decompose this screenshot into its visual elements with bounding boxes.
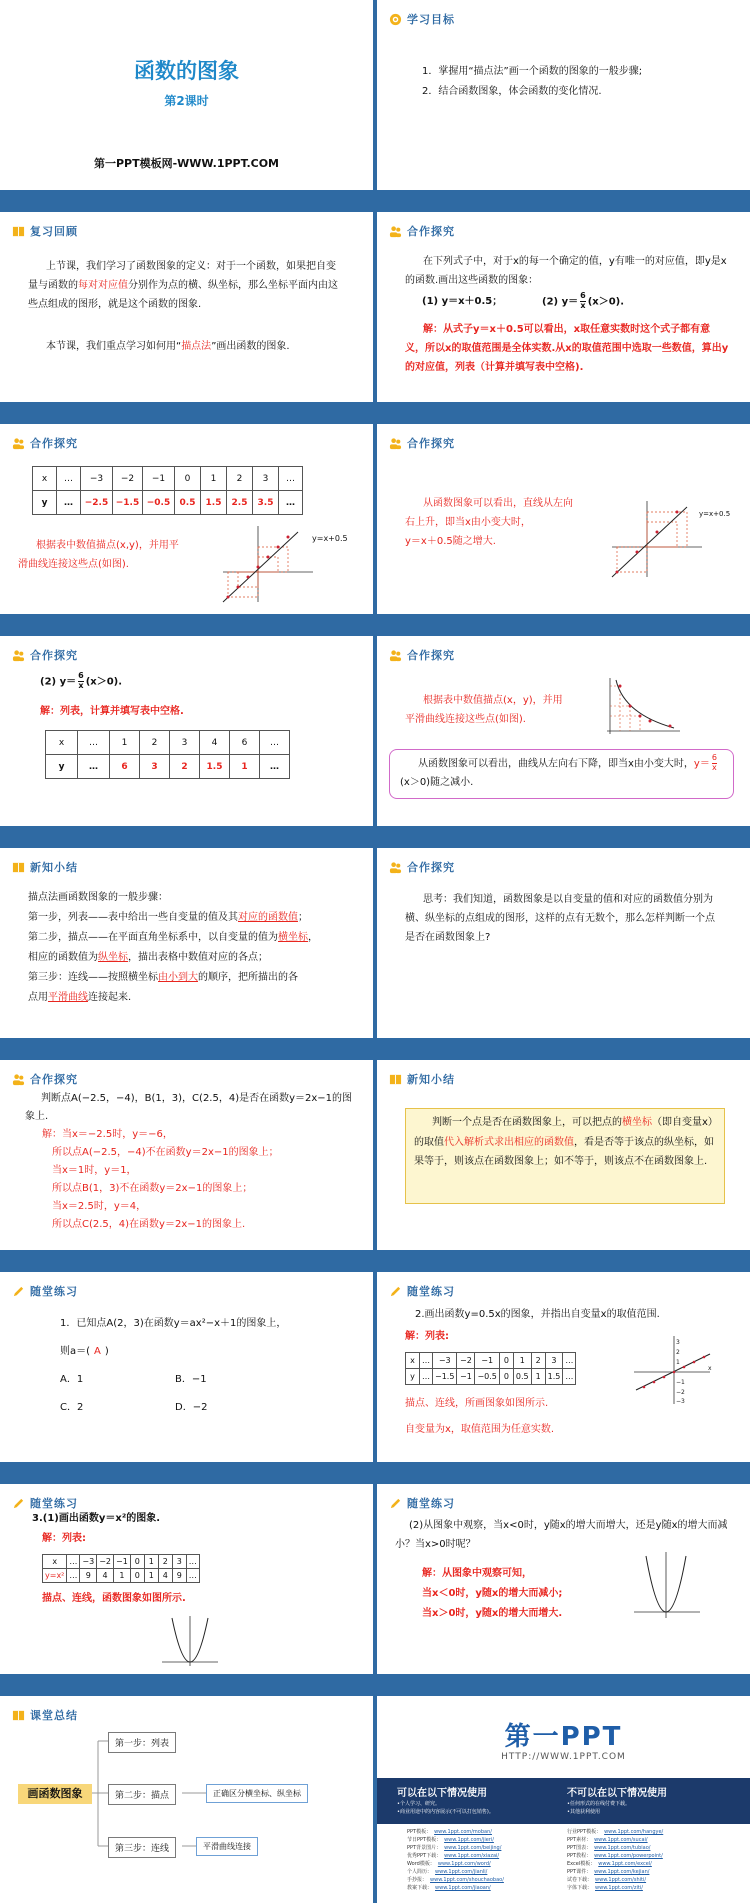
option-c: C．2 (60, 1402, 84, 1413)
link-row (407, 1828, 504, 1836)
people-icon (389, 649, 402, 662)
pencil-icon (389, 1285, 402, 1298)
table-row: y … −1.5 −1 −0.5 0 0.5 1 1.5 … (406, 1369, 576, 1385)
option-b: B．−1 (175, 1374, 207, 1385)
link-label: Excel模板： (567, 1861, 596, 1867)
link-row (567, 1876, 663, 1884)
link-row (567, 1852, 663, 1860)
link-label: PPT素材： (567, 1837, 592, 1843)
svg-text:1: 1 (676, 1359, 680, 1366)
target-icon (389, 13, 402, 26)
slide-bar (0, 826, 373, 834)
mindmap-leaf-3: 平滑曲线连接 (196, 1837, 258, 1856)
slide-header: 新知小结 (12, 859, 78, 875)
forbidden-line: •任何形式的在线付费下载。 (567, 1801, 630, 1807)
conclusion-box: 从函数图象可以看出，曲线从左向右下降，即当x由小变大时，y＝ $\frac{6}{x}$ (x＞0)随之减小. (389, 749, 734, 799)
people-icon (389, 225, 402, 238)
slide-12-summary (377, 1060, 750, 1258)
link-url[interactable]: www.1ppt.com/word/ (437, 1861, 491, 1867)
slide-9-summary (0, 848, 373, 1046)
mindmap-leaf-2: 正确区分横坐标、纵坐标 (206, 1784, 308, 1803)
slide-header: 合作探究 (389, 647, 455, 663)
slide-2-objectives (377, 0, 750, 198)
solution-line: 所以点A(−2.5，−4)不在函数y＝2x−1的图象上； (52, 1147, 279, 1158)
link-row (567, 1836, 663, 1844)
value-table (32, 466, 303, 515)
link-row (407, 1868, 504, 1876)
mindmap-step-2: 第二步：描点 (108, 1784, 176, 1805)
table-row: x … −3 −2 −1 0 1 2 3 … (43, 1555, 200, 1569)
exercise-question: 2.画出函数y=0.5x的图象，并指出自变量x的取值范围. (415, 1309, 660, 1320)
pencil-icon (12, 1285, 25, 1298)
book-icon (12, 861, 25, 874)
link-url[interactable]: www.1ppt.com/powerpoint/ (594, 1853, 663, 1859)
steps-intro: 描点法画函数图象的一般步骤： (28, 892, 168, 903)
link-url[interactable]: www.1ppt.com/sucai/ (594, 1837, 648, 1843)
usage-panel (377, 1778, 750, 1824)
link-url[interactable]: www.1ppt.com/hangye/ (604, 1829, 664, 1835)
table-row: x … −3 −2 −1 0 1 2 3 … (406, 1353, 576, 1369)
link-label: 手抄报： (407, 1877, 428, 1883)
link-row (567, 1868, 663, 1876)
slide-3-review (0, 212, 373, 410)
link-row (407, 1884, 504, 1892)
range-note: 自变量为x，取值范围为任意实数. (405, 1424, 555, 1435)
slide-bar (377, 1674, 750, 1682)
slide-bar (0, 1250, 373, 1258)
slide-header: 合作探究 (389, 223, 455, 239)
book-icon (12, 225, 25, 238)
link-label: PPT模板： (407, 1829, 432, 1835)
slide-header: 合作探究 (12, 647, 78, 663)
slide-header: 课堂总结 (12, 1707, 78, 1723)
slide-7-table (0, 636, 373, 834)
link-row (407, 1876, 504, 1884)
link-label: PPT背景图片： (407, 1845, 442, 1851)
link-url[interactable]: www.1ppt.com/shiti/ (595, 1877, 647, 1883)
svg-text:−3: −3 (676, 1398, 685, 1405)
slide-bar (0, 402, 373, 410)
curve-graph (602, 676, 682, 736)
solution-text: 解：从式子y＝x＋0.5可以看出，x取任意实数时这个式子都有意义，所以x的取值范围是全体实数.从x的取值范围中选取一些数值，算出y的对应值，列表（计算并填写表中空格). (405, 324, 729, 373)
link-label: PPT图表： (567, 1845, 592, 1851)
link-row (567, 1844, 663, 1852)
line-graph (218, 524, 318, 604)
solution-line: 当x＞0时，y随x的增大而增大. (422, 1608, 563, 1619)
slide-10-think (377, 848, 750, 1046)
brand-logo: 第一PPT (504, 1722, 623, 1752)
parabola-graph (632, 1550, 702, 1620)
slide-bar (377, 1462, 750, 1470)
slide-header: 随堂练习 (389, 1283, 455, 1299)
exercise-question: (2)从图象中观察，当x<0时，y随x的增大而增大，还是y随x的增大而减小？当x>0时呢？ (395, 1520, 728, 1550)
people-icon (12, 1073, 25, 1086)
link-list-left (407, 1828, 504, 1892)
slide-title: 函数的图象 (134, 59, 239, 83)
solution-label: 解：列表: (405, 1331, 449, 1342)
solution-line: 当x＜0时，y随x的增大而减小; (422, 1588, 563, 1599)
observation-conclusion: y＝x＋0.5随之增大. (405, 536, 496, 547)
slide-bar (377, 614, 750, 622)
svg-text:2: 2 (676, 1349, 680, 1356)
formula: (2) y＝ $\frac{6}{x}$ (x＞0). (40, 671, 123, 690)
site-label: 第一PPT模板网-WWW.1PPT.COM (93, 157, 280, 170)
slide-header: 随堂练习 (12, 1495, 78, 1511)
exercise-answer: 则a＝( A ) (60, 1346, 109, 1357)
slide-15-exercise (0, 1484, 373, 1682)
link-row (567, 1828, 663, 1836)
formula-2: (2) y＝ $\frac{6}{x}$ (x＞0). (542, 291, 625, 310)
people-icon (389, 861, 402, 874)
link-row (407, 1844, 504, 1852)
slide-bar (0, 1038, 373, 1046)
svg-text:3: 3 (676, 1339, 680, 1346)
table-row: y … 6 3 2 1.5 1 … (46, 755, 290, 779)
slide-4-explore (377, 212, 750, 410)
link-url[interactable]: www.1ppt.com/ziti/ (595, 1885, 643, 1891)
solution-line: 当x＝2.5时，y＝4， (52, 1201, 147, 1212)
link-url[interactable]: www.1ppt.com/excel/ (598, 1861, 652, 1867)
graph-label: y=x+0.5 (312, 534, 348, 543)
link-row (407, 1852, 504, 1860)
exercise-question: 1．已知点A(2，3)在函数y＝ax²−x＋1的图象上， (60, 1318, 287, 1329)
step-3: 第三步：连线——按照横坐标由小到大的顺序，把所描出的各 (28, 972, 298, 983)
link-row (567, 1884, 663, 1892)
option-a: A．1 (60, 1374, 84, 1385)
link-url[interactable]: www.1ppt.com/jianli/ (435, 1869, 488, 1875)
parabola-graph (160, 1614, 220, 1669)
slide-header: 合作探究 (12, 1071, 78, 1087)
people-icon (12, 649, 25, 662)
solution-text: 解：列表，计算并填写表中空格. (40, 706, 184, 717)
summary-box: 判断一个点是否在函数图象上，可以把点的横坐标（即自变量x）的取值代入解析式求出相应的函数值，看是否等于该点的纵坐标，如果等于，则该点在函数图象上；如不等于，则该点不在函数图象上. (405, 1108, 725, 1204)
solution-label: 解：列表: (42, 1533, 86, 1544)
solution-line: 所以点C(2.5，4)在函数y＝2x−1的图象上. (52, 1219, 246, 1230)
question-text: 在下列式子中，对于x的每一个确定的值，y有唯一的对应值，即y是x的函数.画出这些函数的图象： (405, 256, 727, 286)
slide-bar (377, 1250, 750, 1258)
option-d: D．−2 (175, 1402, 208, 1413)
slide-header: 合作探究 (12, 435, 78, 451)
slide-14-exercise (377, 1272, 750, 1470)
link-url[interactable]: www.1ppt.com/tubiao/ (594, 1845, 651, 1851)
slide-13-exercise (0, 1272, 373, 1470)
link-label: 节日PPT模板： (407, 1837, 442, 1843)
slide-16-exercise (377, 1484, 750, 1682)
slide-5-table (0, 424, 373, 622)
link-row (407, 1836, 504, 1844)
solution-line: 解：从图象中观察可知， (422, 1568, 532, 1579)
allowed-line: •商业用途中的内容展示(不可以打包销售)。 (397, 1809, 494, 1815)
plot-note: 描点、连线，所画图象如图所示. (405, 1398, 549, 1409)
review-paragraph: 上节课，我们学习了函数图象的定义：对于一个函数，如果把自变量与函数的每对对应值分别作为点的横、纵坐标，那么坐标平面内由这些点组成的图形，就是这个函数的图象. (28, 261, 338, 310)
value-table (45, 730, 290, 779)
brand-url: HTTP://WWW.1PPT.COM (501, 1752, 626, 1762)
slide-bar (377, 402, 750, 410)
link-label: 教案下载： (407, 1885, 433, 1891)
mindmap-root: 画函数图象 (18, 1784, 92, 1804)
slide-8-curve (377, 636, 750, 834)
table-row: y … −2.5 −1.5 −0.5 0.5 1.5 2.5 3.5 … (33, 491, 303, 515)
allowed-title: 可以在以下情况使用 (397, 1788, 487, 1799)
link-row (407, 1860, 504, 1868)
link-url[interactable]: www.1ppt.com/moban/ (434, 1829, 492, 1835)
people-icon (12, 437, 25, 450)
link-url[interactable]: www.1ppt.com/jiaoan/ (435, 1885, 491, 1891)
slide-header: 随堂练习 (12, 1283, 78, 1299)
slide-17-summary (0, 1696, 373, 1903)
forbidden-line: •其他获利使用 (567, 1809, 600, 1815)
think-text: 思考：我们知道，函数图象是以自变量的值和对应的函数值分别为横、纵坐标的点组成的图形，这样的点有无数个，那么怎样判断一个点是否在函数图象上? (405, 894, 715, 943)
graph-label: y=x+0.5 (699, 510, 731, 518)
slide-header: 合作探究 (389, 435, 455, 451)
link-label: PPT课件： (567, 1869, 592, 1875)
slide-11-example (0, 1060, 373, 1258)
link-label: Word模板： (407, 1861, 435, 1867)
solution-line: 所以点B(1，3)不在函数y＝2x−1的图象上； (52, 1183, 253, 1194)
allowed-line: •个人学习、研究。 (397, 1801, 440, 1807)
slide-header: 合作探究 (389, 859, 455, 875)
table-row: y=x² … 9 4 1 0 1 4 9 … (43, 1569, 200, 1583)
solution-line: 解：当x＝−2.5时，y＝−6， (42, 1129, 173, 1140)
link-url[interactable]: www.1ppt.com/shouchaobao/ (430, 1877, 504, 1883)
objective-1: 1．掌握用“描点法”画一个函数的图象的一般步骤; (422, 66, 643, 77)
value-table (405, 1352, 576, 1385)
slide-bar (377, 190, 750, 198)
step-2-cont: 相应的函数值为纵坐标，描出表格中数值对应的各点； (28, 952, 268, 963)
slide-header: 随堂练习 (389, 1495, 455, 1511)
pencil-icon (12, 1497, 25, 1510)
slide-header: 新知小结 (389, 1071, 455, 1087)
step-2: 第二步，描点——在平面直角坐标系中，以自变量的值为横坐标， (28, 932, 318, 943)
step-3-cont: 点用平滑曲线连接起来. (28, 992, 132, 1003)
link-label: 行业PPT模板： (567, 1829, 602, 1835)
slide-bar (377, 1038, 750, 1046)
line-graph (607, 499, 707, 579)
slide-header: 学习目标 (389, 11, 455, 27)
forbidden-title: 不可以在以下情况使用 (567, 1788, 667, 1799)
slide-bar (0, 614, 373, 622)
slide-bar (0, 1674, 373, 1682)
observation-text: 从函数图象可以看出，直线从左向右上升，即当x由小变大时， (405, 498, 573, 528)
slide-bar (0, 190, 373, 198)
link-url[interactable]: www.1ppt.com/xiazai/ (444, 1853, 500, 1859)
objective-2: 2．结合函数图象，体会函数的变化情况. (422, 86, 602, 97)
line-graph (632, 1334, 712, 1406)
link-url[interactable]: www.1ppt.com/kejian/ (594, 1869, 650, 1875)
exercise-question: 3.(1)画出函数y＝x²的图象. (32, 1513, 161, 1524)
mindmap-step-3: 第三步：连线 (108, 1837, 176, 1858)
plot-note: 描点、连线，函数图象如图所示. (42, 1593, 186, 1604)
mindmap-step-1: 第一步：列表 (108, 1732, 176, 1753)
link-list-right (567, 1828, 663, 1892)
slide-6-observe (377, 424, 750, 622)
link-url[interactable]: www.1ppt.com/beijing/ (444, 1845, 502, 1851)
slide-18-ad (377, 1696, 750, 1903)
example-question: 判断点A(−2.5，−4)，B(1，3)，C(2.5，4)是否在函数y＝2x−1的图象上. (25, 1093, 353, 1122)
link-url[interactable]: www.1ppt.com/jieri/ (444, 1837, 494, 1843)
table-row: x … 1 2 3 4 6 … (46, 731, 290, 755)
solution-line: 当x＝1时，y＝1， (52, 1165, 137, 1176)
slide-header: 复习回顾 (12, 223, 78, 239)
people-icon (389, 437, 402, 450)
slide-bar (0, 1462, 373, 1470)
link-label: 字体下载： (567, 1885, 593, 1891)
link-label: 试卷下载： (567, 1877, 593, 1883)
value-table (42, 1554, 200, 1583)
link-label: PPT教程： (567, 1853, 592, 1859)
step-1: 第一步，列表——表中给出一些自变量的值及其对应的函数值； (28, 912, 308, 923)
link-label: 优秀PPT下载： (407, 1853, 442, 1859)
svg-text:x: x (708, 1365, 712, 1372)
book-icon (389, 1073, 402, 1086)
plot-note: 根据表中数值描点(x，y)，并用平滑曲线连接这些点(如图). (405, 695, 563, 725)
svg-text:−2: −2 (676, 1389, 685, 1396)
svg-text:−1: −1 (676, 1379, 685, 1386)
slide-1-title (0, 0, 373, 198)
link-row (567, 1860, 663, 1868)
focus-paragraph: 本节课，我们重点学习如何用“描点法”画出函数的图象. (46, 341, 290, 352)
link-label: 个人简历： (407, 1869, 433, 1875)
lesson-label: 第2课时 (164, 94, 209, 108)
slide-bar (377, 826, 750, 834)
table-row: x … −3 −2 −1 0 1 2 3 … (33, 467, 303, 491)
formula-1: (1) y＝x＋0.5； (422, 296, 503, 307)
plot-note: 根据表中数值描点(x,y)，并用平滑曲线连接这些点(如图). (18, 540, 179, 570)
pencil-icon (389, 1497, 402, 1510)
